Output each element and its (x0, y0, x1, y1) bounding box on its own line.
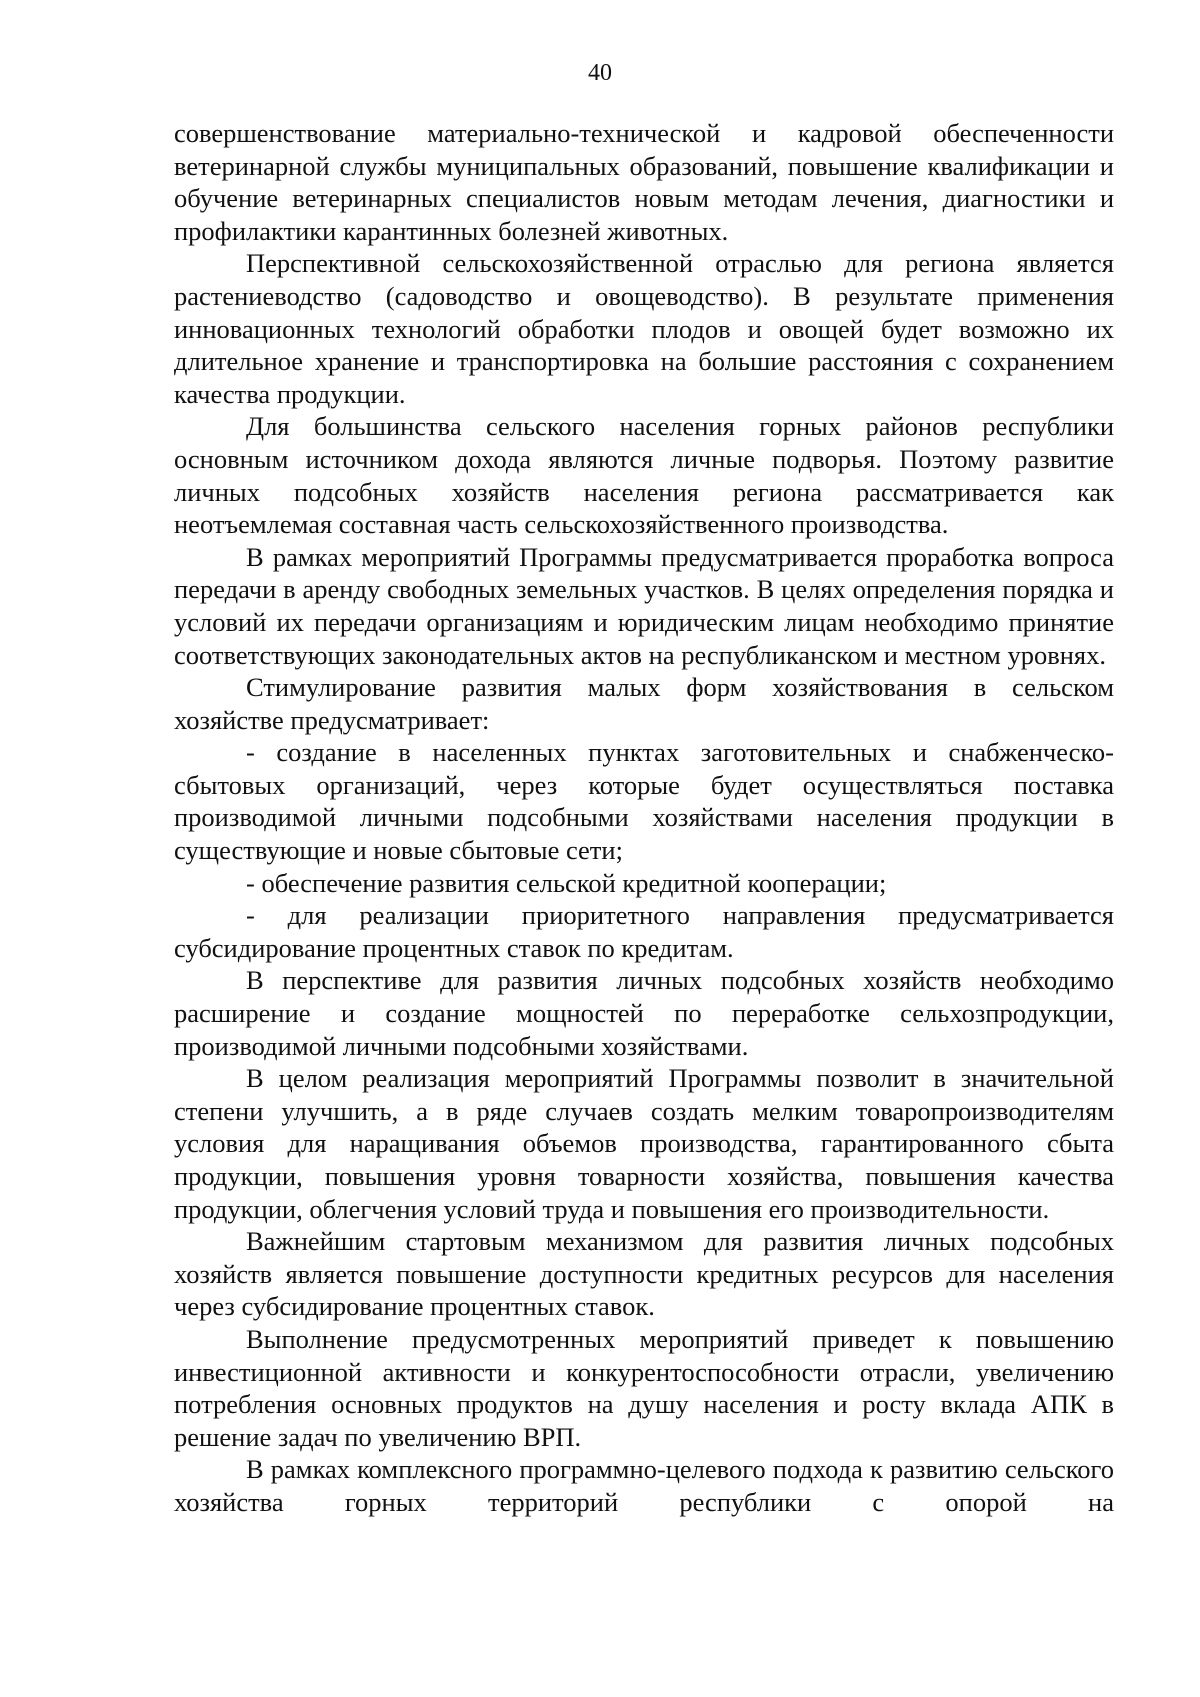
paragraph-9: Выполнение предусмотренных мероприятий приведет к повышению инвестиционной активности и конкурентоспособности отрасли, увеличению потребления основных продуктов на душу населения и росту вклада АПК в решение задач по увеличению ВРП. (174, 1323, 1114, 1452)
paragraph-8: Важнейшим стартовым механизмом для развития личных подсобных хозяйств является повышение доступности кредитных ресурсов для населения через субсидирование процентных ставок. (174, 1226, 1114, 1322)
paragraph-1: совершенствование материально-технической и кадровой обеспеченности ветеринарной службы муниципальных образований, повышение квалификации и обучение ветеринарных специалистов новым методам лечения, диагностики и профилактики карантинных болезней животных. (174, 118, 1114, 246)
list-item-3: - для реализации приоритетного направления предусматривается субсидирование процентных ставок по кредитам. (174, 900, 1114, 963)
paragraph-2: Перспективной сельскохозяйственной отраслью для региона является растениеводство (садоводство и овощеводство). В результате применения инновационных технологий обработки плодов и овощей будет возможно их длительное хранение и транспортировка на большие расстояния с сохранением качества продукции. (174, 248, 1114, 409)
paragraph-5: Стимулирование развития малых форм хозяйствования в сельском хозяйстве предусматривает: (174, 672, 1114, 735)
paragraph-6: В перспективе для развития личных подсобных хозяйств необходимо расширение и создание мощностей по переработке сельхозпродукции, производимой личными подсобными хозяйствами. (174, 965, 1114, 1061)
page-number: 40 (588, 60, 612, 86)
list-item-1: - создание в населенных пунктах заготовительных и снабженческо-сбытовых организаций, через которые будет осуществляться поставка производимой личными подсобными хозяйствами населения продукции в существующие и новые сбытовые сети; (174, 737, 1114, 866)
paragraph-7: В целом реализация мероприятий Программы позволит в значительной степени улучшить, а в ряде случаев создать мелким товаропроизводителям условия для наращивания объемов производства, гарантированного сбыта продукции, повышения уровня товарности хозяйства, повышения качества продукции, облегчения условий труда и повышения его производительности. (174, 1063, 1114, 1224)
paragraph-10: В рамках комплексного программно-целевого подхода к развитию сельского хозяйства горных территорий республики с опорой на (174, 1454, 1114, 1517)
list-item-2: - обеспечение развития сельской кредитной кооперации; (246, 867, 887, 898)
paragraph-3: Для большинства сельского населения горных районов республики основным источником дохода являются личные подворья. Поэтому развитие личных подсобных хозяйств населения региона рассматривается как неотъемлемая составная часть сельскохозяйственного производства. (174, 411, 1114, 540)
body-text (174, 117, 1114, 1519)
paragraph-4: В рамках мероприятий Программы предусматривается проработка вопроса передачи в аренду свободных земельных участков. В целях определения порядка и условий их передачи организациям и юридическим лицам необходимо принятие соответствующих законодательных актов на республиканском и местном уровнях. (174, 541, 1114, 670)
